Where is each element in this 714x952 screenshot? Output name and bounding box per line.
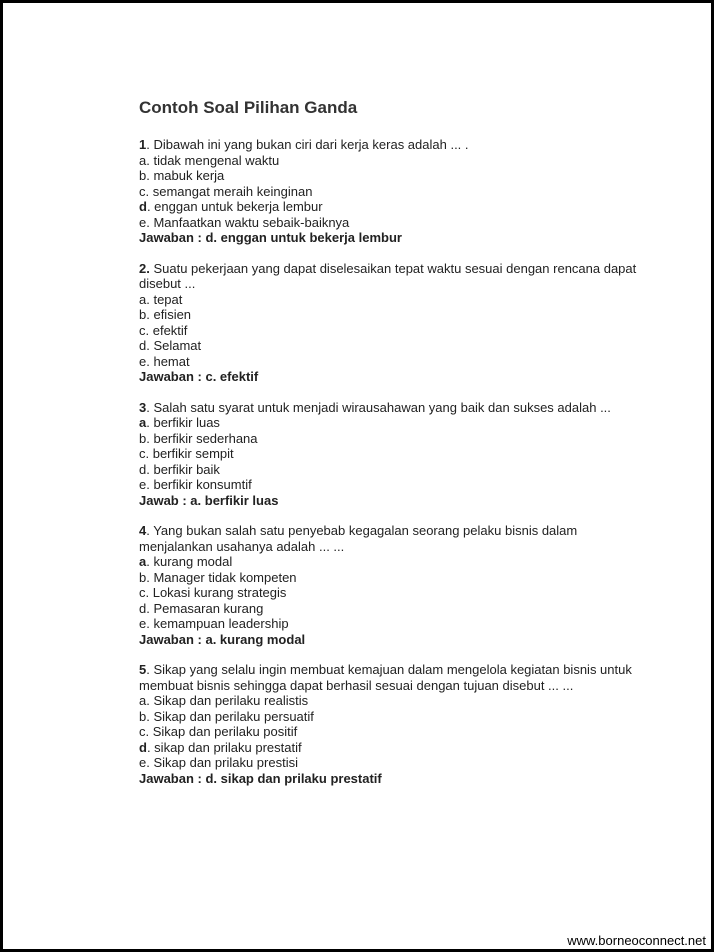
option-item <box>139 153 639 169</box>
question-number: 1 <box>139 137 147 152</box>
option-item <box>139 585 639 601</box>
option-text: . berfikir sempit <box>145 446 234 461</box>
page-title: Contoh Soal Pilihan Ganda <box>139 98 358 117</box>
option-item <box>139 755 639 771</box>
option-letter: d <box>139 600 147 616</box>
option-letter: a <box>139 152 147 168</box>
document-content <box>139 97 639 801</box>
question-text <box>139 137 639 153</box>
option-item <box>139 431 639 447</box>
option-letter: c <box>139 446 146 461</box>
option-letter: b <box>139 168 147 183</box>
option-item <box>139 554 639 570</box>
option-text: . Manager tidak kompeten <box>146 569 297 585</box>
question-body: Suatu pekerjaan yang dapat diselesaikan tepat waktu sesuai dengan rencana dapat disebut ... <box>139 260 637 291</box>
option-item <box>139 616 639 632</box>
option-item <box>139 446 639 462</box>
option-text: . berfikir sederhana <box>146 430 258 446</box>
option-item <box>139 570 639 586</box>
option-letter: e <box>139 353 147 369</box>
option-item <box>139 292 639 308</box>
option-text: . berfikir luas <box>146 415 220 430</box>
option-text: . Sikap dan prilaku prestisi <box>146 755 298 770</box>
option-text: . sikap dan prilaku prestatif <box>146 739 302 755</box>
question-number: 5 <box>139 662 147 677</box>
question-body: . Dibawah ini yang bukan ciri dari kerja keras adalah ... . <box>146 137 469 152</box>
option-item <box>139 323 639 339</box>
option-letter: e <box>139 214 147 230</box>
answer-line: Jawaban : d. sikap dan prilaku prestatif <box>139 770 382 786</box>
question-number: 2. <box>139 260 150 276</box>
option-text: . Selamat <box>146 338 202 353</box>
option-text: . Sikap dan perilaku realistis <box>146 693 309 708</box>
option-item <box>139 184 639 200</box>
question-block <box>139 400 639 509</box>
watermark-url: www.borneoconnect.net <box>567 933 706 948</box>
question-block <box>139 137 639 246</box>
option-item <box>139 601 639 617</box>
question-block <box>139 261 639 385</box>
option-item <box>139 338 639 354</box>
option-item <box>139 215 639 231</box>
option-text: . kemampuan leadership <box>146 616 289 631</box>
option-item <box>139 693 639 709</box>
option-text: . tepat <box>146 291 183 307</box>
option-text: . efisien <box>146 307 192 322</box>
option-letter: c <box>139 585 146 600</box>
question-body: . Salah satu syarat untuk menjadi wirausahawan yang baik dan sukses adalah ... <box>146 399 611 415</box>
option-text: . kurang modal <box>146 554 233 569</box>
question-block <box>139 662 639 786</box>
option-letter: d <box>139 199 147 214</box>
option-text: . berfikir baik <box>146 461 220 477</box>
option-letter: c <box>139 183 146 199</box>
question-body: . Sikap yang selalu ingin membuat kemajuan dalam mengelola kegiatan bisnis untuk membuat bisnis sehingga dapat berhasil sesuai dengan tujuan disebut ... ... <box>139 662 632 693</box>
answer-line: Jawab : a. berfikir luas <box>139 492 279 508</box>
question-text <box>139 400 639 416</box>
option-text: . Lokasi kurang strategis <box>145 585 287 600</box>
question-number: 3 <box>139 399 147 415</box>
option-text: . semangat meraih keinginan <box>145 183 313 199</box>
option-item <box>139 199 639 215</box>
option-text: . enggan untuk bekerja lembur <box>146 199 323 214</box>
option-letter: b <box>139 307 147 322</box>
option-text: . efektif <box>145 322 188 338</box>
question-block <box>139 523 639 647</box>
option-letter: c <box>139 724 146 739</box>
option-text: . hemat <box>146 353 190 369</box>
option-text: . mabuk kerja <box>146 168 225 183</box>
option-letter: a <box>139 415 147 430</box>
option-letter: c <box>139 322 146 338</box>
option-text: . Manfaatkan waktu sebaik-baiknya <box>146 214 350 230</box>
option-item <box>139 354 639 370</box>
option-item <box>139 724 639 740</box>
option-letter: e <box>139 477 147 492</box>
answer-line: Jawaban : d. enggan untuk bekerja lembur <box>139 230 402 245</box>
question-body: . Yang bukan salah satu penyebab kegagalan seorang pelaku bisnis dalam menjalankan usahanya adalah ... ... <box>139 523 578 554</box>
option-letter: e <box>139 616 147 631</box>
option-item <box>139 709 639 725</box>
option-item <box>139 477 639 493</box>
option-letter: a <box>139 693 147 708</box>
option-letter: d <box>139 739 147 755</box>
option-item <box>139 307 639 323</box>
option-text: . Sikap dan perilaku positif <box>145 724 298 739</box>
option-item <box>139 462 639 478</box>
option-letter: d <box>139 338 147 353</box>
question-number: 4 <box>139 523 147 538</box>
answer-line: Jawaban : c. efektif <box>139 369 259 384</box>
option-letter: a <box>139 291 147 307</box>
option-text: . berfikir konsumtif <box>146 477 252 492</box>
question-text <box>139 261 639 292</box>
option-letter: e <box>139 755 147 770</box>
option-item <box>139 415 639 431</box>
option-text: . tidak mengenal waktu <box>146 152 280 168</box>
question-list <box>139 137 639 786</box>
answer-line: Jawaban : a. kurang modal <box>139 631 306 647</box>
option-text: . Sikap dan perilaku persuatif <box>146 708 314 724</box>
question-text <box>139 523 639 554</box>
option-letter: a <box>139 554 147 569</box>
option-letter: d <box>139 461 147 477</box>
option-letter: b <box>139 430 147 446</box>
option-text: . Pemasaran kurang <box>146 600 264 616</box>
option-item <box>139 168 639 184</box>
option-item <box>139 740 639 756</box>
option-letter: b <box>139 569 147 585</box>
question-text <box>139 662 639 693</box>
option-letter: b <box>139 708 147 724</box>
